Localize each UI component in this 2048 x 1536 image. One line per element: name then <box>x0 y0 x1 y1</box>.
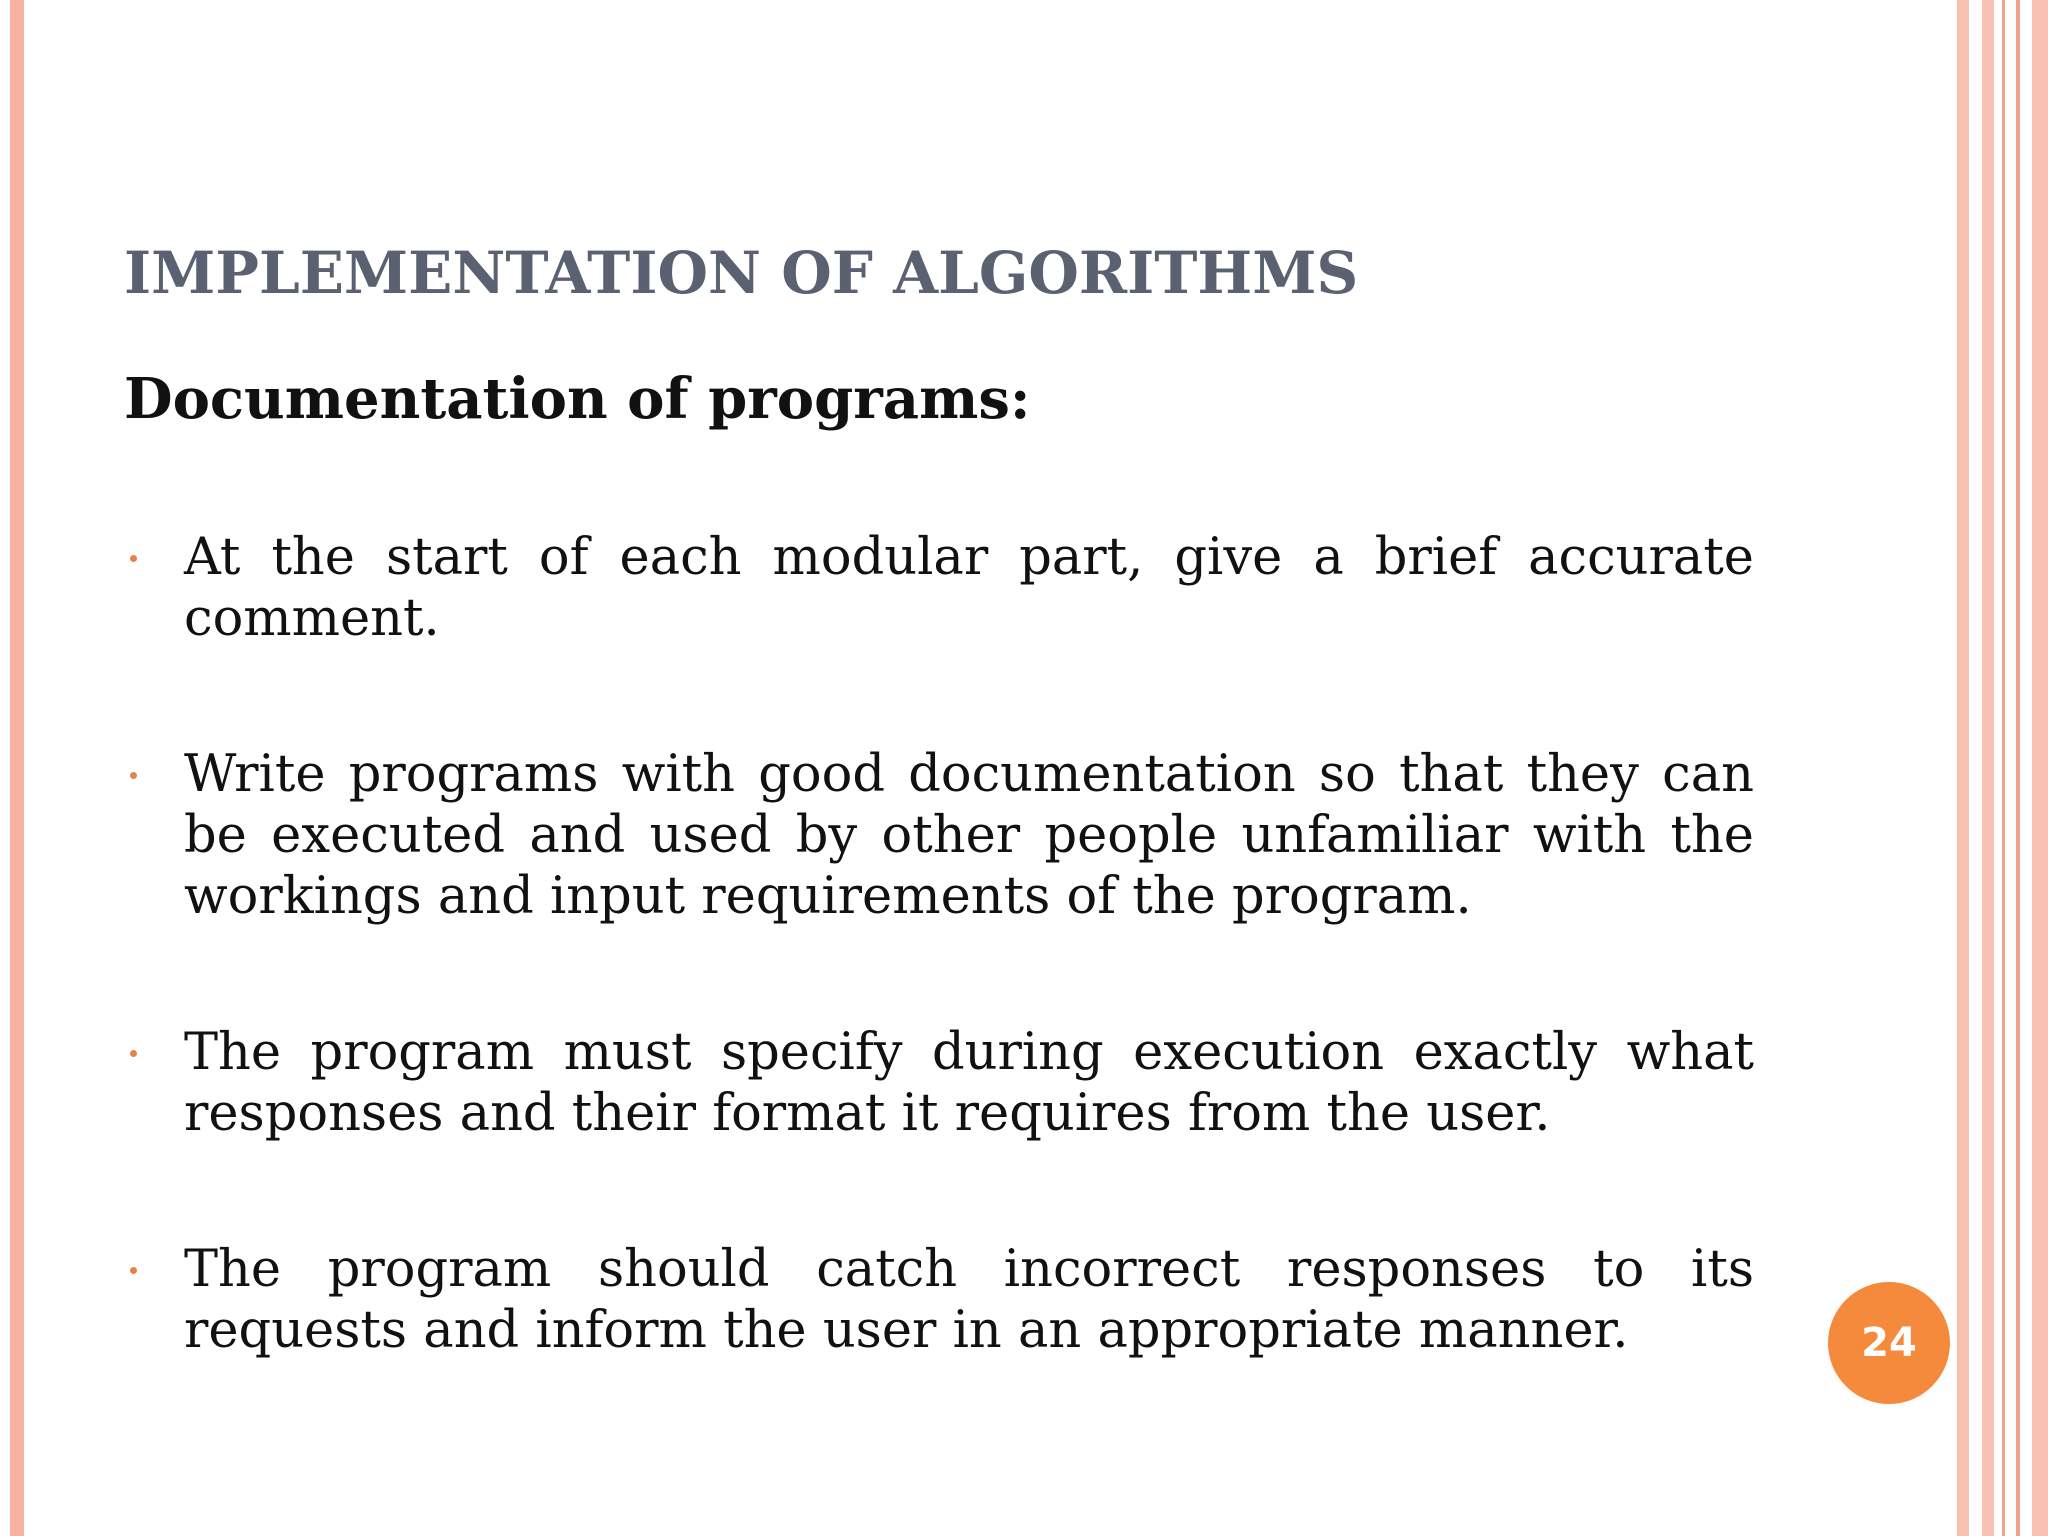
bullet-list <box>124 527 1754 1361</box>
bullet-dot-icon <box>130 1050 137 1057</box>
list-item <box>124 744 1754 927</box>
slide-subtitle: Documentation of programs: <box>124 366 1031 432</box>
list-item <box>124 527 1754 649</box>
right-border-stripe <box>2016 0 2020 1536</box>
bullet-text: The program must specify during execution exactly what responses and their format it requires from the user. <box>184 1023 1754 1143</box>
right-border-stripe <box>2032 0 2048 1536</box>
bullet-dot-icon <box>130 772 137 779</box>
bullet-text: Write programs with good documentation so that they can be executed and used by other people unfamiliar with the workings and input requirements of the program. <box>184 745 1754 926</box>
right-border-stripe <box>1957 0 1969 1536</box>
right-border-stripe <box>1982 0 1994 1536</box>
bullet-text: At the start of each modular part, give a brief accurate comment. <box>184 528 1754 648</box>
bullet-dot-icon <box>130 555 137 562</box>
left-border-stripe <box>10 0 24 1536</box>
slide-title: IMPLEMENTATION OF ALGORITHMS <box>124 239 1359 307</box>
page-number-badge: 24 <box>1828 1282 1950 1404</box>
right-border-stripe <box>2002 0 2005 1536</box>
list-item <box>124 1239 1754 1361</box>
bullet-text: The program should catch incorrect responses to its requests and inform the user in an appropriate manner. <box>184 1240 1754 1360</box>
bullet-dot-icon <box>130 1267 137 1274</box>
list-item <box>124 1022 1754 1144</box>
